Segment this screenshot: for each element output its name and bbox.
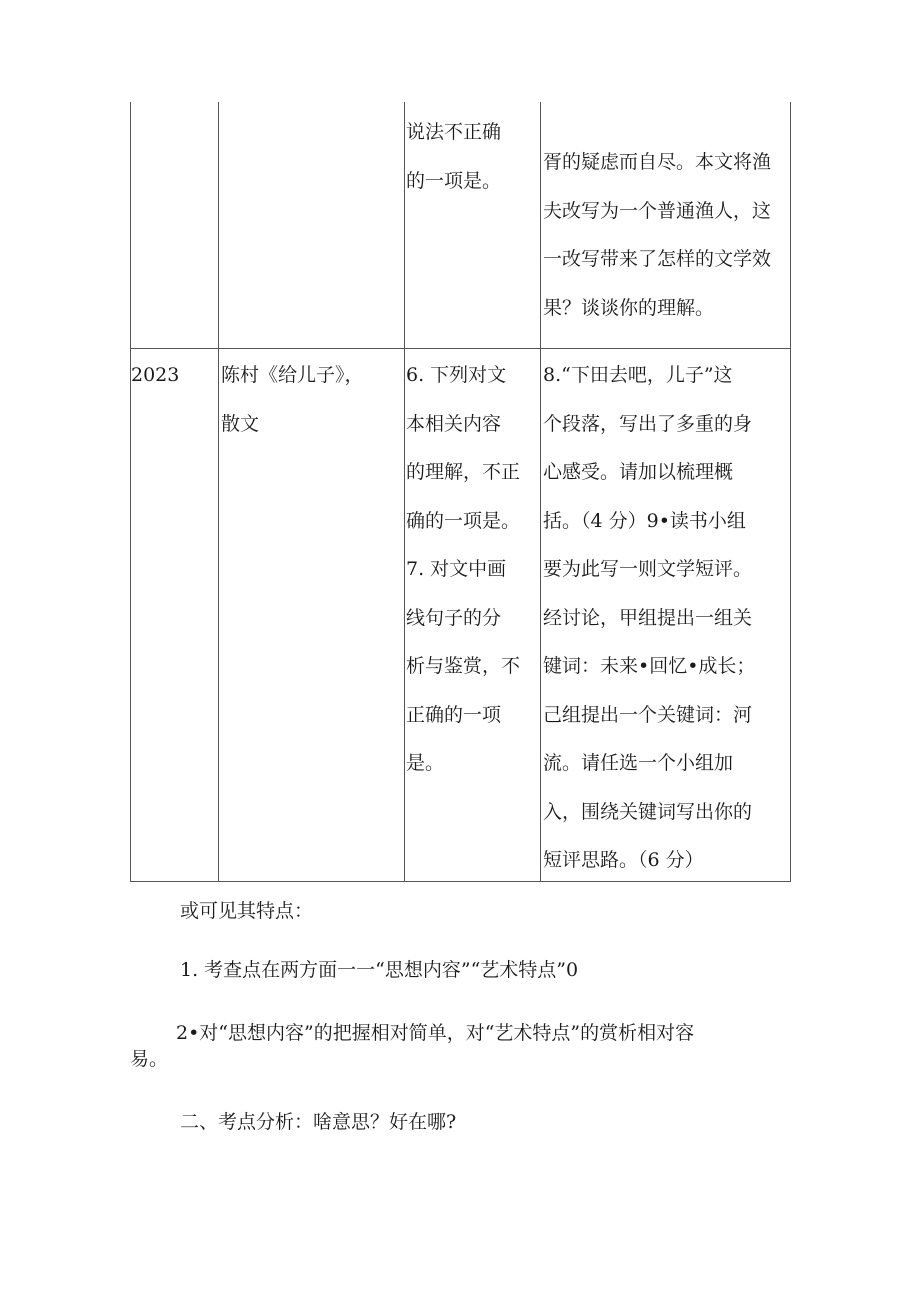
- table-divider-col3: [404, 102, 405, 882]
- section-heading-2: 二、考点分析：啥意思？好在哪?: [180, 1111, 457, 1133]
- table-cell-continued-subjective: 胥的疑虑而自尽。本文将渔 夫改写为一个普通渔人，这 一改写带来了怎样的文学效 果？谈谈你的理解。: [543, 151, 772, 319]
- table-cell-continued-objective: 说法不正确 的一项是。: [406, 121, 502, 192]
- table-cell-subjective-questions: 8.“下田去吧，儿子”这 个段落，写出了多重的身 心感受。请加以梳理概 括。（4 分）9•读书小组 要为此写一则文学短评。 经讨论，甲组提出一组关 键词：未来•回忆•成长； 己组提出一个关键词：河 流。请任选一个小组加 入，围绕关键词写出你的 短评思路。（6 分）: [543, 364, 756, 871]
- table-cell-source: 陈村《给儿子》， 散文: [221, 364, 364, 435]
- table-cell-objective-questions: 6. 下列对文 本相关内容 的理解，不正 确的一项是。 7. 对文中画 线句子的分 析与鉴赏，不 正确的一项 是。: [406, 364, 521, 774]
- point-1: 1. 考查点在两方面一一“思想内容”“艺术特点”0: [180, 959, 579, 981]
- table-divider-col4: [540, 102, 541, 882]
- table-cell-year: 2023: [131, 364, 180, 386]
- point-2-line-2: 易。: [130, 1048, 169, 1070]
- point-2-line-1: 2•对“思想内容”的把握相对简单，对“艺术特点”的赏析相对容: [176, 1022, 695, 1044]
- table-border-right: [790, 102, 791, 882]
- intro-text: 或可见其特点：: [180, 900, 314, 922]
- table-row-divider: [130, 348, 791, 349]
- table-divider-col2: [218, 102, 219, 882]
- table-border-left: [130, 102, 131, 882]
